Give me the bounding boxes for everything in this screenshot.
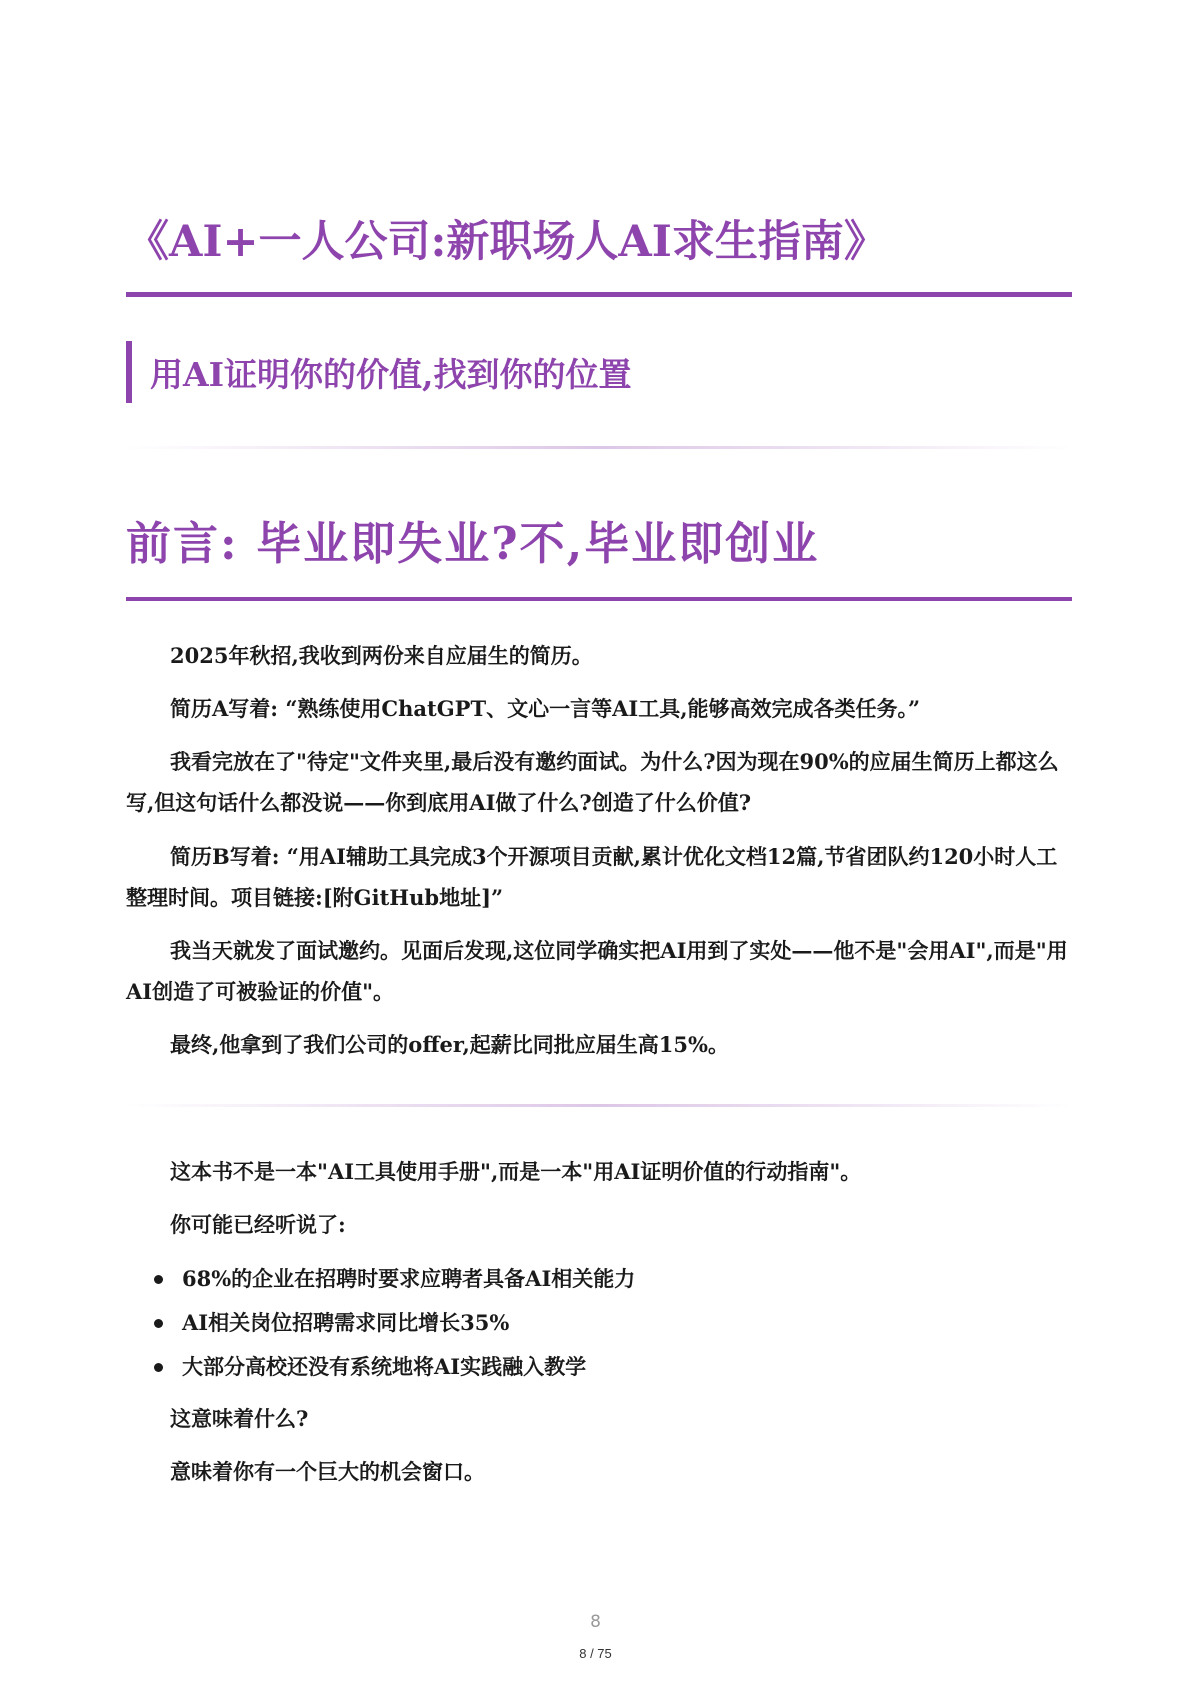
chapter-title: 前言: 毕业即失业?不,毕业即创业 (126, 517, 820, 570)
bullet-dot-icon (154, 1363, 163, 1372)
body-paragraph: 简历A写着: “熟练使用ChatGPT、文心一言等AI工具,能够高效完成各类任务。” (170, 696, 921, 721)
question-paragraph: 这意味着什么? (170, 1406, 309, 1431)
list-item-text: 68%的企业在招聘时要求应聘者具备AI相关能力 (182, 1266, 636, 1291)
answer-paragraph: 意味着你有一个巨大的机会窗口。 (170, 1459, 485, 1484)
list-item (126, 1257, 1072, 1301)
list-item-text: 大部分高校还没有系统地将AI实践融入教学 (182, 1354, 587, 1379)
bullet-dot-icon (154, 1319, 163, 1328)
section-divider (126, 446, 1072, 449)
body-paragraph: 简历B写着: “用AI辅助工具完成3个开源项目贡献,累计优化文档12篇,节省团队约120小时人工整理时间。项目链接:[附GitHub地址]” (126, 844, 1058, 910)
page-number: 8 (590, 1612, 601, 1632)
subtitle-block (126, 341, 632, 403)
body-paragraph: 我当天就发了面试邀约。见面后发现,这位同学确实把AI用到了实处——他不是"会用AI",而是"用AI创造了可被验证的价值"。 (126, 938, 1068, 1004)
bullet-list (126, 1257, 1072, 1389)
section-divider (126, 1104, 1072, 1107)
list-item (126, 1345, 1072, 1389)
body-paragraph: 最终,他拿到了我们公司的offer,起薪比同批应届生高15%。 (170, 1032, 729, 1057)
section-lead: 你可能已经听说了: (170, 1212, 346, 1237)
list-item (126, 1301, 1072, 1345)
title-rule (126, 292, 1072, 297)
subtitle: 用AI证明你的价值,找到你的位置 (150, 354, 632, 394)
page-counter: 8 / 75 (579, 1646, 612, 1661)
body-paragraph: 我看完放在了"待定"文件夹里,最后没有邀约面试。为什么?因为现在90%的应届生简历上都这么写,但这句话什么都没说——你到底用AI做了什么?创造了什么价值? (126, 749, 1059, 815)
book-title: 《AI+一人公司:新职场人AI求生指南》 (126, 217, 887, 267)
section-intro: 这本书不是一本"AI工具使用手册",而是一本"用AI证明价值的行动指南"。 (170, 1159, 862, 1184)
list-item-text: AI相关岗位招聘需求同比增长35% (182, 1310, 510, 1335)
bullet-dot-icon (154, 1275, 163, 1284)
body-paragraph: 2025年秋招,我收到两份来自应届生的简历。 (170, 643, 593, 668)
chapter-rule (126, 597, 1072, 601)
